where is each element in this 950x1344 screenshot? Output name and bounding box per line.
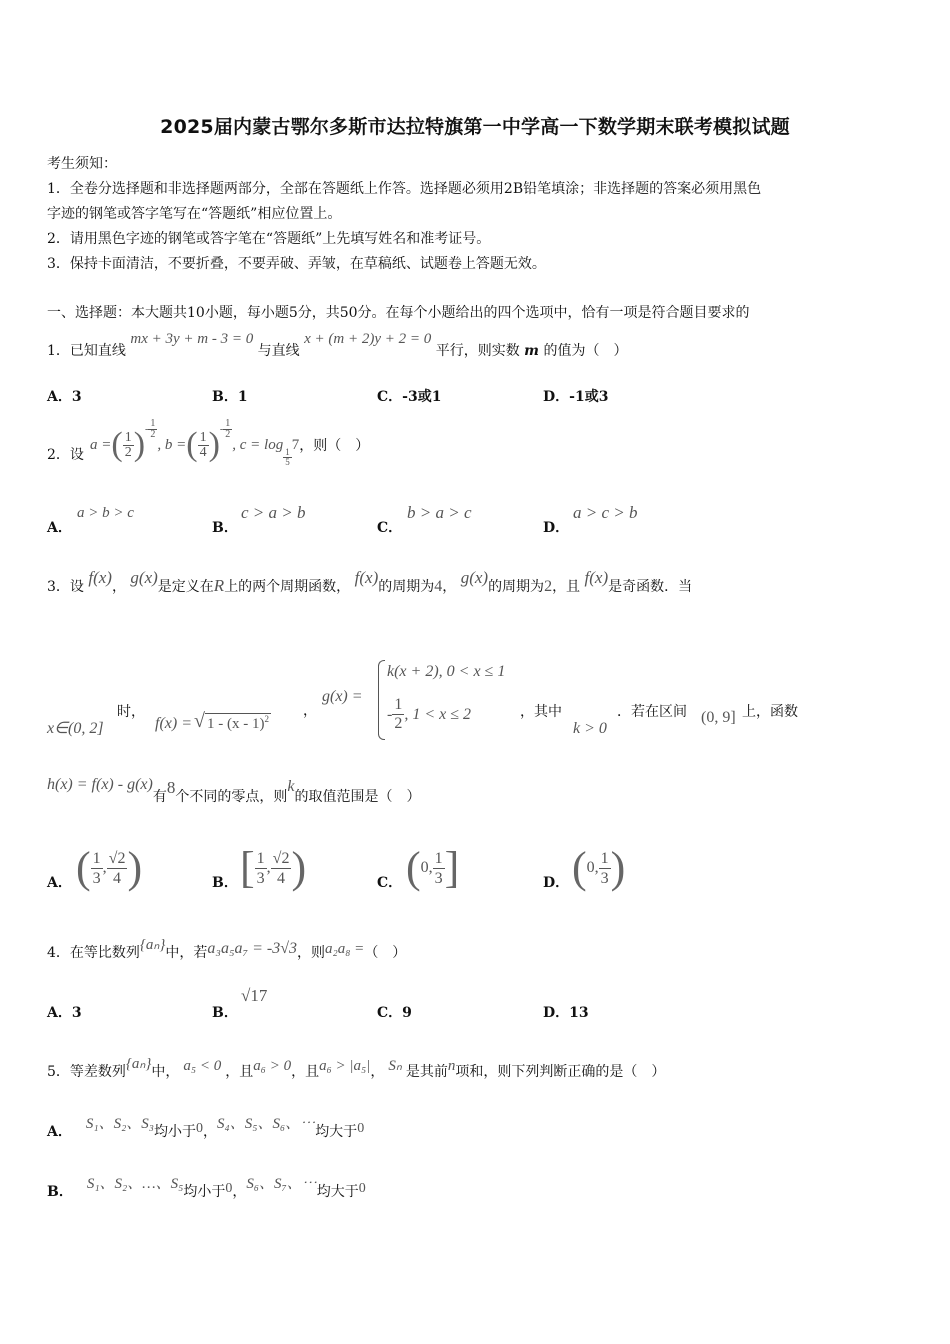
q2-option-d[interactable]: a > c > b: [573, 503, 638, 522]
q3-text-9: 个不同的零点，则: [175, 789, 288, 805]
q2-option-b-label[interactable]: B．: [212, 520, 238, 536]
q3-text-3: 的周期为: [378, 579, 435, 595]
q1-line-1: mx + 3y + m - 3 = 0: [130, 331, 254, 347]
q2-exp-sign-b: -: [219, 423, 224, 435]
q2-paren-open-b: (: [186, 426, 198, 463]
q2-c-def: , c = log: [232, 436, 284, 453]
q3-eight: 8: [166, 778, 176, 797]
q3-option-a[interactable]: [76, 843, 143, 892]
q3-fx: f(x) =: [155, 715, 192, 732]
q3-text-2: 上的两个周期函数，: [224, 579, 351, 595]
q2-exp-frac-b: [223, 419, 232, 440]
q3-b-bracket-open: [: [240, 843, 255, 892]
q3-b-frac-num: 1: [256, 849, 265, 867]
q3-text-8: 上，函数: [742, 704, 798, 720]
q2-quarter-den: 4: [199, 444, 207, 460]
q3-a-sqrt-frac: [107, 849, 128, 888]
q3-d-frac-den: 3: [600, 869, 609, 887]
q3-f: f(x): [88, 568, 112, 587]
q3-you: 有: [152, 789, 167, 805]
q5-option-b-zero-2: 0: [358, 1181, 366, 1196]
q3-a-paren-close: ): [127, 843, 143, 892]
question-5: [47, 1056, 666, 1081]
q1-number: 1．已知直线: [47, 343, 126, 359]
q3-b-sqrt-num: √2: [272, 849, 290, 867]
q3-b-frac: [255, 849, 267, 888]
q3-number: 3．设: [47, 579, 84, 595]
q1-tail2: 的值为（ ）: [543, 343, 628, 359]
q3-qizhong: ，其中: [520, 704, 562, 720]
q3-case-1: k(x + 2), 0 < x ≤ 1: [387, 663, 506, 680]
notice-item-1-line-2: 字迹的钢笔或答字笔写在“答题纸”相应位置上。: [47, 206, 342, 222]
q4-option-b-label[interactable]: B．: [212, 1005, 238, 1021]
q3-period-2: 2: [544, 578, 553, 595]
q5-option-a-zero-1: 0: [196, 1121, 204, 1136]
q3-gx: g(x) =: [322, 688, 363, 705]
q3-text-5: ，且: [552, 579, 581, 595]
q4-sequence: {aₙ}: [139, 937, 166, 953]
q3-case-2: [387, 696, 471, 733]
q3-option-d-label[interactable]: D．: [543, 875, 570, 891]
q2-log-arg: 7: [291, 436, 300, 453]
q2-quarter-num: 1: [199, 429, 207, 445]
q3-f-3: f(x): [584, 568, 609, 587]
q5-text-5: 是其前: [405, 1064, 448, 1080]
q2-paren-close: ): [133, 426, 146, 463]
q4-text-2: ，则: [297, 945, 325, 961]
section-1-heading: 一、选择题：本大题共10小题，每小题5分，共50分。在每个小题给出的四个选项中，恰有一项是符合题目要求的: [47, 305, 750, 321]
q3-b-sqrt-val: 2: [281, 849, 290, 867]
q4-number: 4．在等比数列: [47, 945, 140, 961]
q3-b-paren-close: ): [291, 843, 307, 892]
q5-option-a-label: A．: [47, 1124, 72, 1140]
q5-option-b-text-2: 均大于: [316, 1184, 359, 1200]
q5-sequence: {aₙ}: [125, 1056, 152, 1072]
q2-option-a[interactable]: a > b > c: [77, 505, 134, 521]
q3-sqrt-square: 2: [264, 714, 269, 724]
q3-R: R: [213, 576, 225, 595]
q5-option-b-set-1: S₁、S₂、…、S₅: [86, 1176, 184, 1192]
q3-a-comma: ,: [102, 859, 107, 876]
q3-text-10: 的取值范围是（ ）: [294, 789, 421, 805]
q3-case2-sign: -: [387, 705, 393, 723]
q3-g: g(x): [130, 568, 158, 587]
q2-a-def: a =: [90, 436, 112, 453]
q5-Sn: Sₙ: [388, 1058, 402, 1074]
q2-number: 2．设: [47, 447, 84, 463]
q3-shi: 时，: [117, 704, 145, 720]
q5-option-b[interactable]: B． S₁、S₂、…、S₅ 均小于 0 ， S₆、S₇、⋯ 均大于 0: [47, 1180, 366, 1201]
q5-option-b-set-2: S₆、S₇、⋯: [246, 1176, 317, 1192]
q3-d-frac-num: 1: [600, 849, 609, 867]
q4-option-d[interactable]: D．13: [543, 1005, 589, 1021]
q3-text-6: 是奇函数．当: [608, 579, 693, 595]
q3-k: k: [287, 778, 295, 795]
q2-tail: ，则（ ）: [299, 438, 370, 454]
q3-option-c-label[interactable]: C．: [377, 875, 403, 891]
q1-option-b[interactable]: B．1: [212, 389, 248, 405]
q3-c-bracket-close: ]: [444, 843, 460, 892]
q3-b-comma: ,: [266, 859, 271, 876]
q2-log-base-num: 1: [285, 446, 290, 457]
q5-option-a-zero-2: 0: [357, 1121, 365, 1136]
q1-mid: 与直线: [257, 343, 300, 359]
q3-text-1: 是定义在: [157, 579, 214, 595]
q3-c-frac-den: 3: [434, 869, 443, 887]
notice-item-2: 2．请用黑色字迹的钢笔或答字笔在“答题纸”上先填写姓名和准考证号。: [47, 231, 491, 247]
q3-option-b-label[interactable]: B．: [212, 875, 238, 891]
q3-a-frac-num: 1: [92, 849, 101, 867]
q3-c-zero: 0,: [420, 859, 433, 876]
q2-half-den: 2: [124, 444, 132, 460]
q3-d-paren-close: ): [610, 843, 626, 892]
q2-half: [123, 431, 134, 460]
notice-item-1-line-1: 1．全卷分选择题和非选择题两部分，全部在答题纸上作答。选择题必须用2B铅笔填涂；非选择题的答案必须用黑色: [47, 181, 762, 197]
q4-option-a[interactable]: A．3: [47, 1005, 82, 1021]
q2-log-base: [283, 448, 292, 467]
exam-title: 2025届内蒙古鄂尔多斯市达拉特旗第一中学高一下数学期末联考模拟试题: [160, 116, 790, 138]
q4-expression: a₂a₈ =: [325, 941, 365, 957]
q3-f-definition: [155, 710, 271, 733]
q2-expression: [90, 417, 370, 467]
question-3-line-1: [47, 568, 693, 596]
q3-a-frac-den: 3: [92, 869, 101, 887]
q2-b-def: , b =: [157, 436, 187, 453]
q5-option-a[interactable]: A． S₁、S₂、S₃ 均小于 0 ， S₄、S₅、S₆、⋯ 均大于 0: [47, 1120, 364, 1141]
q2-exp-num-b: 1: [225, 417, 231, 429]
q1-line-2: x + (m + 2)y + 2 = 0: [304, 331, 432, 347]
q3-b-sqrt-frac: [271, 849, 292, 888]
q3-option-d[interactable]: [572, 843, 626, 892]
q3-sqrt-sign: √: [194, 710, 205, 732]
q5-option-b-text-1: 均小于: [183, 1184, 226, 1200]
q1-tail: 平行，则实数: [435, 343, 520, 359]
q4-text-1: 中，若: [165, 945, 208, 961]
question-4: [47, 937, 407, 962]
q5-option-b-zero-1: 0: [225, 1181, 233, 1196]
q3-comma-1: ，: [111, 579, 126, 595]
q5-text-4: ，: [370, 1064, 385, 1080]
q3-domain: x∈(0, 2]: [47, 720, 104, 737]
q3-a-sqrt-num: √2: [108, 849, 126, 867]
q3-option-b[interactable]: [240, 843, 307, 892]
q3-a-frac: [91, 849, 103, 888]
q2-exp-frac-a: [148, 419, 157, 440]
q2-quarter: [198, 431, 209, 460]
q5-cond-1: a₅ < 0: [183, 1058, 222, 1074]
q3-case2-frac: [392, 696, 404, 733]
q2-option-a-label[interactable]: A．: [47, 520, 72, 536]
q3-d-frac: [599, 849, 611, 888]
q2-option-d-label[interactable]: D．: [543, 520, 570, 536]
q3-text-7: ．若在区间: [617, 704, 687, 720]
q1-var-m: m: [524, 343, 539, 359]
q5-option-a-text-2: 均大于: [315, 1124, 358, 1140]
q3-b-frac-den: 3: [256, 869, 265, 887]
q3-c-frac: [433, 849, 445, 888]
q3-c-frac-num: 1: [434, 849, 443, 867]
q2-half-num: 1: [124, 429, 132, 445]
q2-exp-den-a: 2: [150, 428, 156, 440]
q5-text-6: 项和，则下列判断正确的是（ ）: [455, 1064, 666, 1080]
q3-b-sqrt-den: 4: [277, 869, 286, 887]
q5-text-1: 中，: [151, 1064, 180, 1080]
q3-option-a-label[interactable]: A．: [47, 875, 72, 891]
q3-line-3: [47, 776, 421, 806]
q2-exp-sign-a: -: [145, 423, 149, 435]
q3-text-4: 的周期为: [488, 579, 545, 595]
q5-option-b-label: B．: [47, 1184, 73, 1200]
q3-c-paren-open: (: [406, 843, 421, 892]
q5-text-2: ，且: [225, 1064, 254, 1080]
q5-option-a-set-1: S₁、S₂、S₃: [85, 1116, 155, 1132]
q4-option-c[interactable]: C．9: [377, 1005, 412, 1021]
q3-f-2: f(x): [354, 568, 379, 587]
q3-case2-num: 1: [394, 696, 403, 713]
q3-sqrt-body: [205, 713, 271, 733]
q1-option-c[interactable]: C．-3或1: [377, 389, 442, 405]
q5-cond-2: a₆ > 0: [253, 1058, 292, 1074]
q4-text-3: （ ）: [364, 945, 407, 961]
q3-interval: (0, 9]: [701, 709, 736, 726]
q2-option-c[interactable]: b > a > c: [407, 503, 472, 522]
q1-option-d[interactable]: D．-1或3: [543, 389, 609, 405]
q2-exponent-a: [145, 419, 157, 440]
q2-option-c-label[interactable]: C．: [377, 520, 403, 536]
q3-g-2: g(x): [460, 568, 489, 587]
q3-period-4: 4: [434, 578, 443, 595]
q5-number: 5．等差数列: [47, 1064, 126, 1080]
q2-option-b[interactable]: c > a > b: [241, 503, 306, 522]
q5-option-a-text-1: 均小于: [154, 1124, 197, 1140]
q4-option-b[interactable]: √17: [241, 986, 268, 1005]
q3-a-sqrt-val: 2: [117, 849, 126, 867]
q3-a-sqrt-den: 4: [113, 869, 122, 887]
q1-option-a[interactable]: A．3: [47, 389, 82, 405]
q3-d-paren-open: (: [572, 843, 587, 892]
q3-a-paren-open: (: [76, 843, 91, 892]
q2-exponent-b: [220, 419, 232, 440]
q2-paren-close-b: ): [208, 426, 220, 463]
q3-brace: [378, 660, 385, 740]
q3-comma-2: ，: [442, 579, 457, 595]
q5-option-a-set-2: S₄、S₅、S₆、⋯: [217, 1116, 316, 1132]
q2-exp-den-b: 2: [225, 428, 231, 440]
q3-sqrt-text: 1 - (x - 1): [206, 716, 265, 732]
question-1: [47, 331, 628, 360]
q3-k-condition: k > 0: [573, 720, 607, 737]
q3-case2-den: 2: [394, 715, 403, 732]
q2-paren-open: (: [111, 426, 123, 463]
notice-item-3: 3．保持卡面清洁，不要折叠，不要弄破、弄皱，在草稿纸、试题卷上答题无效。: [47, 256, 546, 272]
q3-h: h(x) = f(x) - g(x): [47, 776, 153, 793]
notice-heading: 考生须知：: [47, 156, 117, 172]
q3-d-zero: 0,: [586, 859, 599, 876]
q3-case2-cond: , 1 < x ≤ 2: [404, 705, 472, 723]
q2-log-base-den: 5: [285, 456, 290, 467]
q5-cond-3: a₆ > |a₅|: [319, 1058, 371, 1074]
q5-text-3: ，且: [291, 1064, 320, 1080]
q3-option-c[interactable]: [406, 843, 460, 892]
q4-condition: a₃a₅a₇ = -3√3: [207, 940, 297, 957]
q3-comma-3: ，: [303, 703, 317, 719]
q2-exp-num-a: 1: [150, 417, 156, 429]
q5-n: n: [447, 1058, 456, 1074]
